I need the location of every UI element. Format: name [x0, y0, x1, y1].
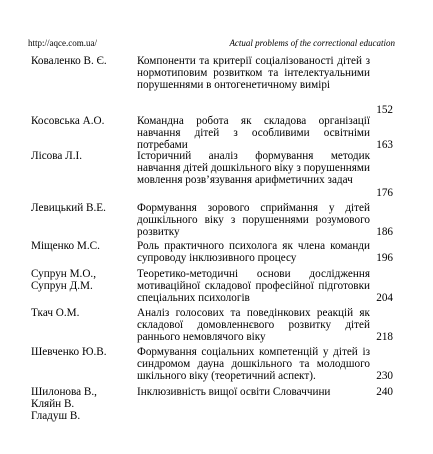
page-header [28, 38, 395, 49]
author-name: Супрун Д.М. [31, 280, 93, 293]
entry-authors [31, 202, 131, 214]
entry-authors [31, 240, 131, 252]
author-name: Косовська А.О. [31, 115, 105, 127]
entry-authors [31, 346, 131, 358]
author-name: Супрун М.О., [31, 268, 97, 280]
entry-title: Теоретико-методичні основи дослідження мотиваційної складової професійної підготовки спеціальних психологів [137, 268, 370, 305]
entry-authors [31, 115, 131, 127]
entry-page-number: 204 [376, 292, 393, 305]
author-name: Коваленко В. Є. [31, 55, 107, 67]
entry-page-number: 152 [376, 103, 393, 116]
author-name: Шевченко Ю.В. [31, 346, 107, 358]
entry-authors [31, 386, 131, 423]
entry-authors [31, 150, 131, 162]
author-name: Шилонова В., [31, 386, 97, 398]
entry-title: Роль практичного психолога як члена команди супроводу інклюзивного процесу [137, 240, 370, 265]
entry-authors [31, 268, 131, 292]
entry-title: Компоненти та критерії соціалізованості дітей з нормотиповим розвитком та інтелектуальними порушеннями в онтогенетичному вимірі [137, 55, 370, 92]
author-name: Гладуш В. [31, 410, 81, 423]
entry-page-number: 230 [376, 370, 393, 383]
entry-title: Формування зорового сприймання у дітей дошкільного віку з порушеннями розумового розвитку [137, 202, 370, 239]
author-name: Ткач О.М. [31, 307, 80, 319]
entry-title: Командна робота як складова організації навчання дітей з особливими освітніми потребами [137, 115, 370, 152]
entry-page-number: 163 [376, 139, 393, 152]
header-journal-title: Actual problems of the correctional education [229, 38, 395, 48]
entry-title: Аналіз голосових та поведінкових реакцій як складової домовленнєвого розвитку дітей раннього немовлячого віку [137, 307, 370, 344]
entry-page-number: 186 [376, 226, 393, 239]
entry-title: Формування соціальних компетенцій у дітей із синдромом дауна дошкільного та молодшого шкільного віку (теоретичний аспект). [137, 346, 370, 383]
entry-authors [31, 55, 131, 67]
entry-title: Інклюзивність вищої освіти Словаччини [137, 386, 331, 398]
author-name: Лісова Л.І. [31, 150, 83, 162]
header-url[interactable]: http://aqce.com.ua/ [28, 38, 97, 48]
author-name: Левицький В.Е. [31, 202, 106, 214]
entry-page-number: 240 [376, 386, 393, 398]
entry-page-number: 218 [376, 331, 393, 344]
author-name: Міщенко М.С. [31, 240, 100, 252]
entry-title: Історичний аналіз формування методик навчання дітей дошкільного віку з порушеннями мовлення розв’язування арифметичних задач [137, 150, 370, 187]
entry-authors [31, 307, 131, 319]
author-name: Кляйн В. [31, 398, 75, 411]
entry-page-number: 196 [376, 252, 393, 265]
entry-page-number: 176 [376, 186, 393, 199]
